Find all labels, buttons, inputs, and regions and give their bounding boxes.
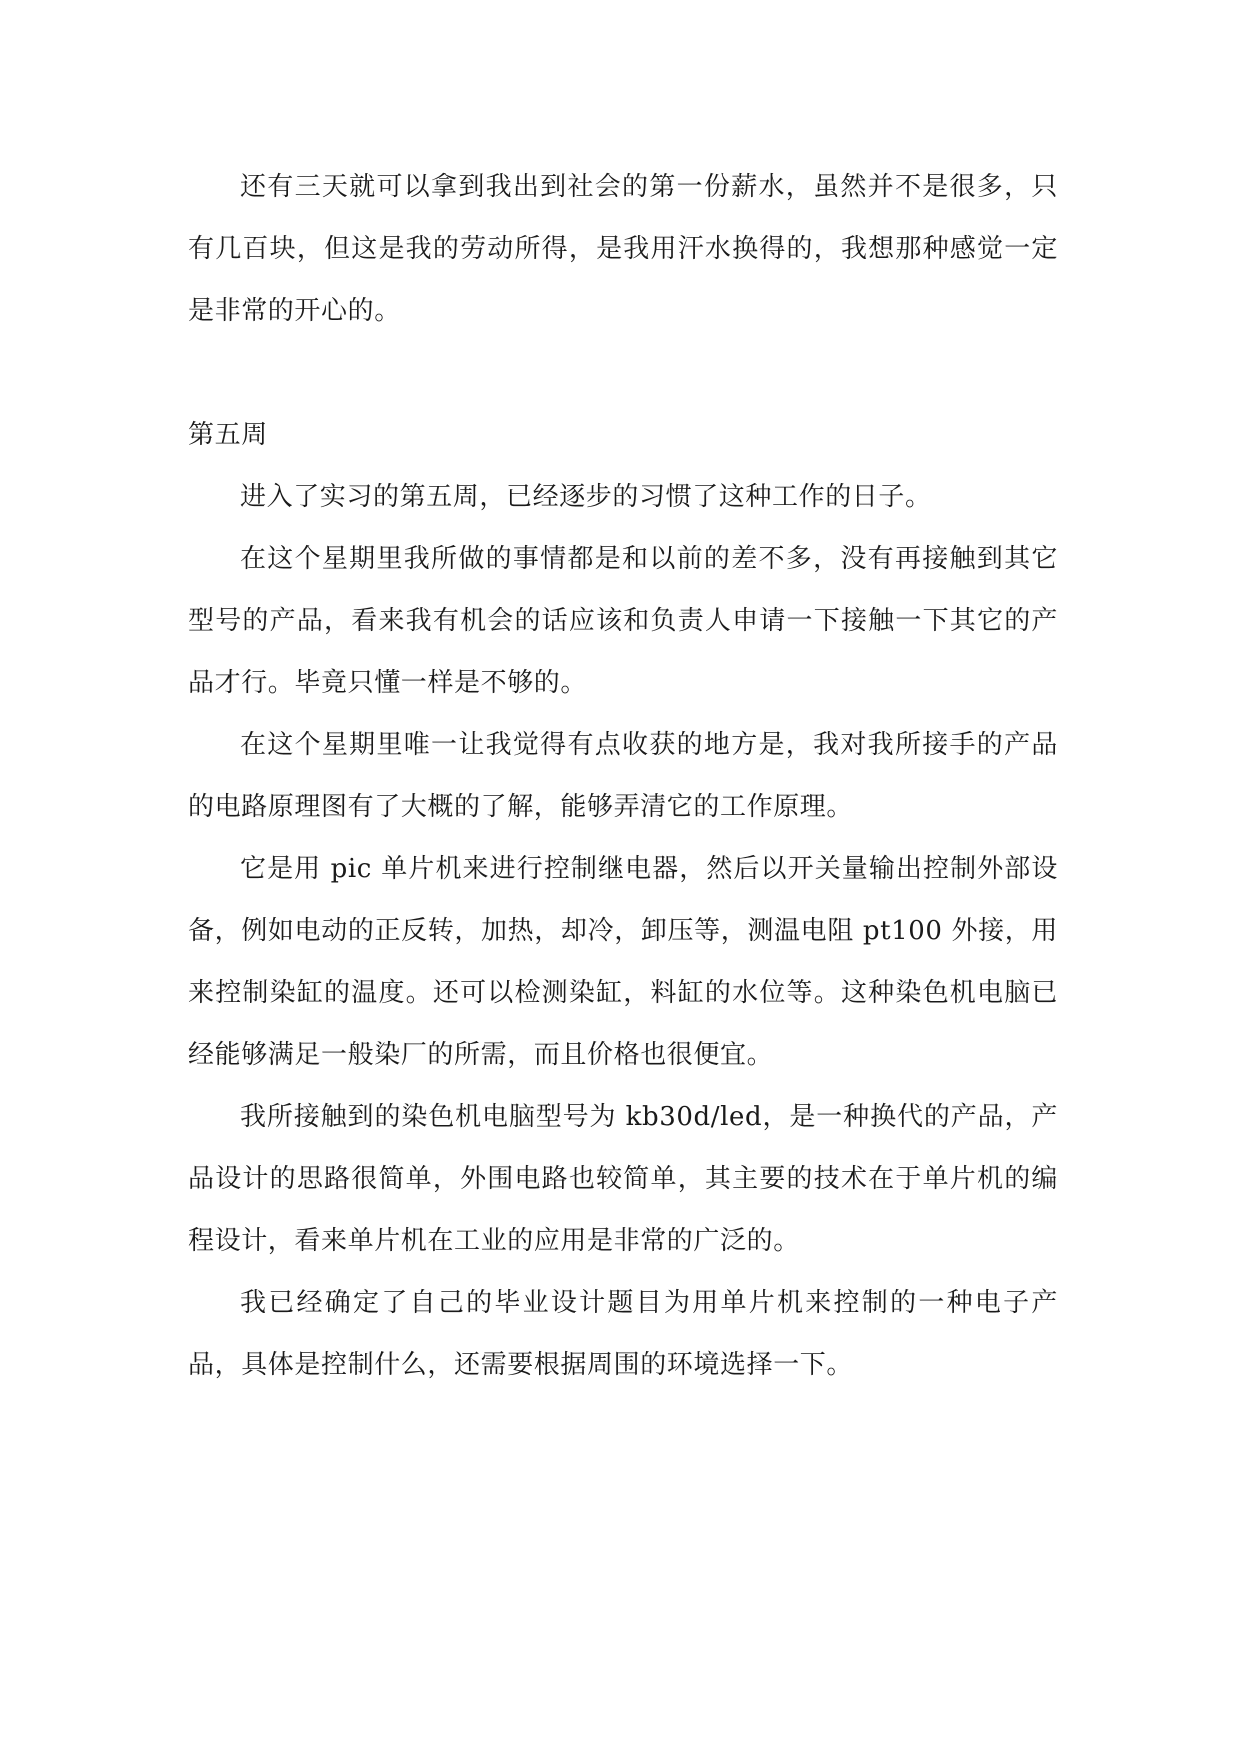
paragraph: 在这个星期里我所做的事情都是和以前的差不多，没有再接触到其它型号的产品，看来我有机会的话应该和负责人申请一下接触一下其它的产品才行。毕竟只懂一样是不够的。 [188, 544, 1058, 698]
paragraph: 我已经确定了自己的毕业设计题目为用单片机来控制的一种电子产品，具体是控制什么，还需要根据周围的环境选择一下。 [188, 1288, 1058, 1380]
document-body [188, 156, 1058, 1396]
intro-paragraph: 还有三天就可以拿到我出到社会的第一份薪水，虽然并不是很多，只有几百块，但这是我的劳动所得，是我用汗水换得的，我想那种感觉一定是非常的开心的。 [188, 172, 1058, 326]
paragraph: 它是用 pic 单片机来进行控制继电器，然后以开关量输出控制外部设备，例如电动的正反转，加热，却冷，卸压等，测温电阻 pt100 外接，用来控制染缸的温度。还可以检测染缸，料缸的水位等。这种染色机电脑已经能够满足一般染厂的所需，而且价格也很便宜。 [188, 854, 1058, 1070]
paragraph: 在这个星期里唯一让我觉得有点收获的地方是，我对我所接手的产品的电路原理图有了大概的了解，能够弄清它的工作原理。 [188, 730, 1058, 822]
paragraph: 进入了实习的第五周，已经逐步的习惯了这种工作的日子。 [240, 482, 932, 512]
paragraph: 我所接触到的染色机电脑型号为 kb30d/led，是一种换代的产品，产品设计的思路很简单，外围电路也较简单，其主要的技术在于单片机的编程设计，看来单片机在工业的应用是非常的广泛的。 [188, 1102, 1058, 1256]
week-heading: 第五周 [188, 420, 268, 450]
